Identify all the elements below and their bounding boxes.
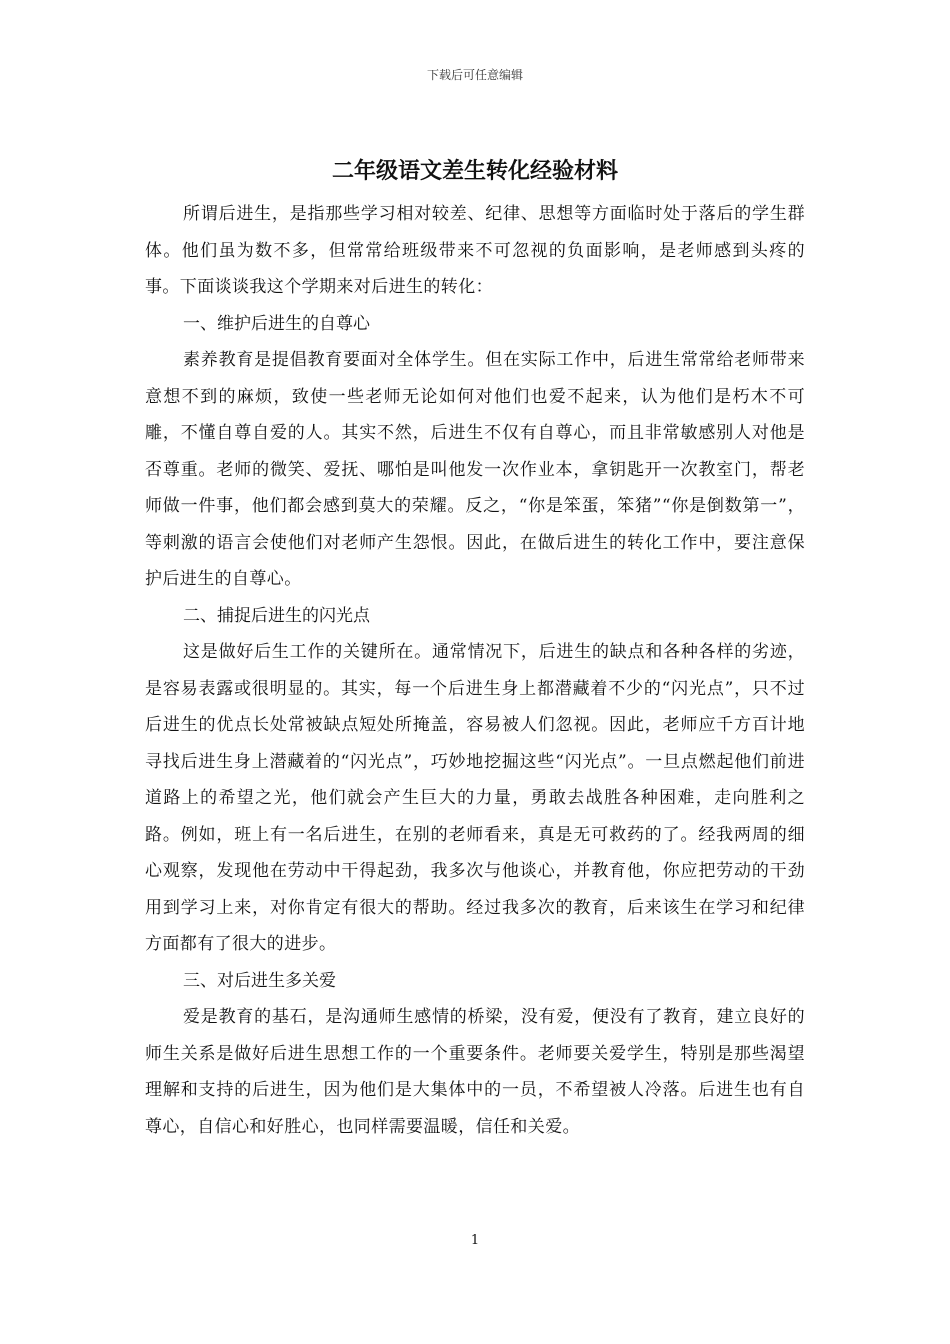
section-1-paragraph: 素养教育是提倡教育要面对全体学生。但在实际工作中，后进生常常给老师带来意想不到的麻烦，致使一些老师无论如何对他们也爱不起来，认为他们是朽木不可雕，不懂自尊自爱的人。其实不然，后进生不仅有自尊心，而且非常敏感别人对他是否尊重。老师的微笑、爱抚、哪怕是叫他发一次作业本，拿钥匙开一次教室门，帮老师做一件事，他们都会感到莫大的荣耀。反之，“你是笨蛋，笨猪”“你是倒数第一”，等刺激的语言会使他们对老师产生怨恨。因此，在做后进生的转化工作中，要注意保护后进生的自尊心。 (145, 350, 805, 589)
section-2-paragraph: 这是做好后生工作的关键所在。通常情况下，后进生的缺点和各种各样的劣迹，是容易表露或很明显的。其实，每一个后进生身上都潜藏着不少的“闪光点”，只不过后进生的优点长处常被缺点短处所掩盖，容易被人们忽视。因此，老师应千方百计地寻找后进生身上潜藏着的“闪光点”，巧妙地挖掘这些“闪光点”。一旦点燃起他们前进道路上的希望之光，他们就会产生巨大的力量，勇敢去战胜各种困难，走向胜利之路。例如，班上有一名后进生，在别的老师看来，真是无可救药的了。经我两周的细心观察，发现他在劳动中干得起劲，我多次与他谈心，并教育他，你应把劳动的干劲用到学习上来，对你肯定有很大的帮助。经过我多次的教育，后来该生在学习和纪律方面都有了很大的进步。 (145, 642, 805, 954)
section-2-heading: 二、捕捉后进生的闪光点 (183, 605, 370, 626)
document-title: 二年级语文差生转化经验材料 (331, 158, 618, 184)
section-3-heading: 三、对后进生多关爱 (183, 970, 336, 991)
intro-paragraph: 所谓后进生，是指那些学习相对较差、纪律、思想等方面临时处于落后的学生群体。他们虽为数不多，但常常给班级带来不可忽视的负面影响，是老师感到头疼的事。下面谈谈我这个学期来对后进生的转化： (145, 204, 805, 297)
header-note: 下载后可任意编辑 (426, 68, 523, 82)
section-1-heading: 一、维护后进生的自尊心 (183, 313, 370, 334)
document-body (145, 196, 805, 1145)
section-3-paragraph: 爱是教育的基石，是沟通师生感情的桥梁，没有爱，便没有了教育，建立良好的师生关系是做好后进生思想工作的一个重要条件。老师要关爱学生，特别是那些渴望理解和支持的后进生，因为他们是大集体中的一员，不希望被人冷落。后进生也有自尊心，自信心和好胜心，也同样需要温暖，信任和关爱。 (145, 1007, 805, 1137)
page-number: 1 (470, 1233, 480, 1248)
